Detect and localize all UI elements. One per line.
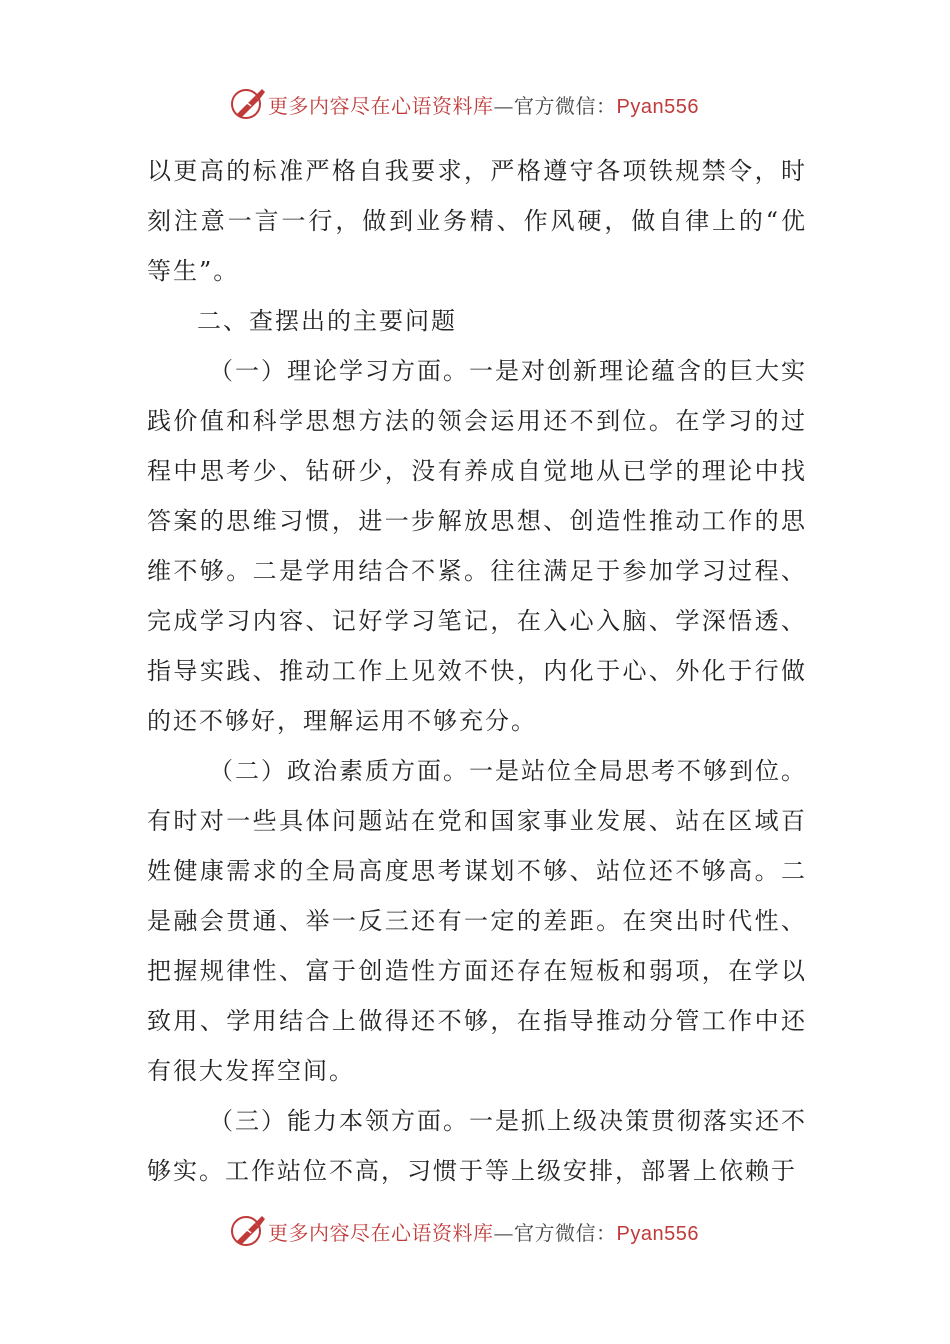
banner-text — [268, 90, 699, 119]
paragraph-political-quality: （二）政治素质方面。一是站位全局思考不够到位。有时对一些具体问题站在党和国家事业发展、站在区域百姓健康需求的全局高度思考谋划不够、站位还不够高。二是融会贯通、举一反三还有一定的差距。在突出时代性、把握规律性、富于创造性方面还存在短板和弱项，在学以致用、学用结合上做得还不够，在指导推动分管工作中还有很大发挥空间。 — [147, 757, 807, 1085]
header-banner — [0, 84, 950, 124]
banner-dash: — — [493, 94, 514, 118]
banner-wechat-id: Pyan556 — [616, 1223, 699, 1245]
banner-main-text: 更多内容尽在心语资料库 — [268, 1221, 494, 1245]
banner-text — [268, 1217, 699, 1246]
paragraph-ability: （三）能力本领方面。一是抓上级决策贯彻落实还不够实。工作站位不高，习惯于等上级安排，部署上依赖于 — [147, 1107, 807, 1185]
document-body — [147, 146, 807, 1196]
paragraph-theory-study: （一）理论学习方面。一是对创新理论蕴含的巨大实践价值和科学思想方法的领会运用还不到位。在学习的过程中思考少、钻研少，没有养成自觉地从已学的理论中找答案的思维习惯，进一步解放思想、创造性推动工作的思维不够。二是学用结合不紧。往往满足于参加学习过程、完成学习内容、记好学习笔记，在入心入脑、学深悟透、指导实践、推动工作上见效不快，内化于心、外化于行做的还不够好，理解运用不够充分。 — [147, 357, 807, 735]
banner-wechat-label: 官方微信： — [514, 1221, 617, 1245]
pen-nib-icon — [229, 1211, 269, 1251]
banner-wechat-id: Pyan556 — [616, 96, 699, 118]
banner-main-text: 更多内容尽在心语资料库 — [268, 94, 494, 118]
banner-dash: — — [493, 1221, 514, 1245]
section-heading: 二、查摆出的主要问题 — [197, 307, 457, 335]
pen-nib-icon — [229, 84, 269, 124]
banner-wechat-label: 官方微信： — [514, 94, 617, 118]
footer-banner — [0, 1211, 950, 1251]
paragraph-continuation: 以更高的标准严格自我要求，严格遵守各项铁规禁令，时刻注意一言一行，做到业务精、作风硬，做自律上的“优等生”。 — [147, 157, 807, 285]
